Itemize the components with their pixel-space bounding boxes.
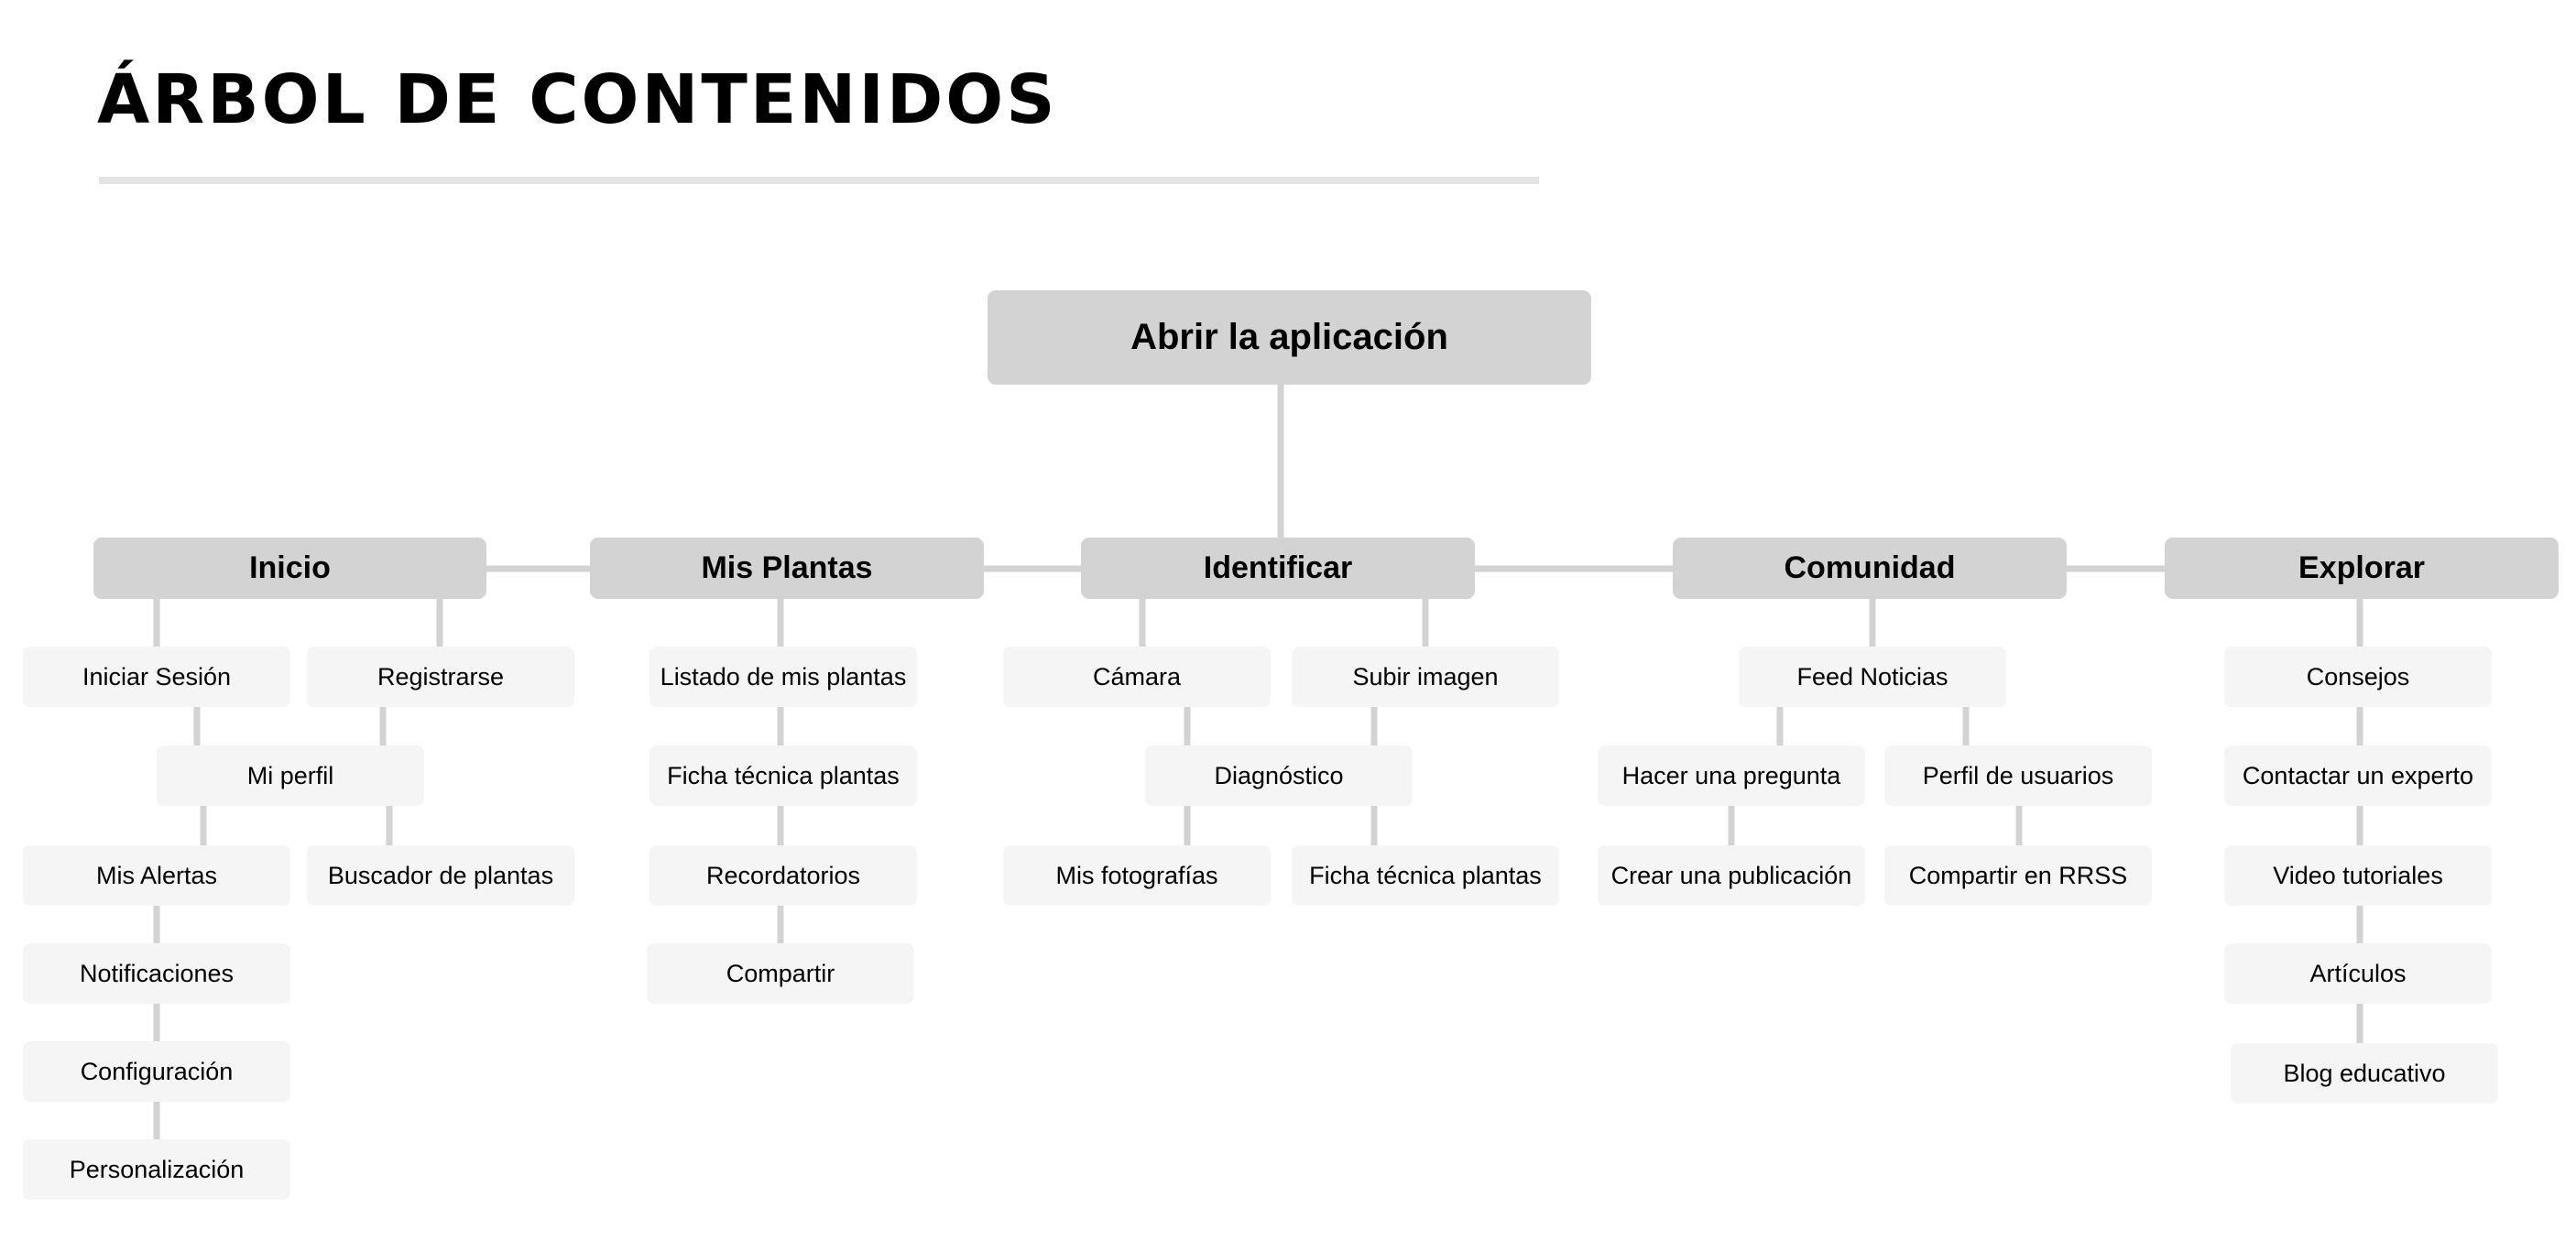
category-node-identificar: Identificar <box>1081 538 1475 599</box>
leaf-buscador-de-plantas: Buscador de plantas <box>307 845 574 906</box>
leaf-notificaciones: Notificaciones <box>23 943 290 1004</box>
leaf-compartir: Compartir <box>647 943 914 1004</box>
leaf-blog-educativo: Blog educativo <box>2231 1043 2498 1104</box>
leaf-mi-perfil: Mi perfil <box>157 745 424 806</box>
leaf-ficha-tecnica-plantas: Ficha técnica plantas <box>649 745 917 806</box>
leaf-contactar-un-experto: Contactar un experto <box>2224 745 2492 806</box>
leaf-articulos: Artículos <box>2224 943 2492 1004</box>
category-node-comunidad: Comunidad <box>1673 538 2067 599</box>
leaf-recordatorios: Recordatorios <box>649 845 917 906</box>
leaf-camara: Cámara <box>1003 647 1271 707</box>
leaf-iniciar-sesion: Iniciar Sesión <box>23 647 290 707</box>
leaf-ficha-tecnica-plantas-identificar: Ficha técnica plantas <box>1292 845 1559 906</box>
leaf-subir-imagen: Subir imagen <box>1292 647 1559 707</box>
leaf-hacer-una-pregunta: Hacer una pregunta <box>1598 745 1865 806</box>
root-node: Abrir la aplicación <box>988 290 1591 385</box>
leaf-listado-de-mis-plantas: Listado de mis plantas <box>649 647 917 707</box>
leaf-diagnostico: Diagnóstico <box>1145 745 1413 806</box>
leaf-mis-alertas: Mis Alertas <box>23 845 290 906</box>
leaf-video-tutoriales: Video tutoriales <box>2224 845 2492 906</box>
category-node-inicio: Inicio <box>93 538 486 599</box>
leaf-compartir-en-rrss: Compartir en RRSS <box>1884 845 2152 906</box>
category-node-explorar: Explorar <box>2165 538 2559 599</box>
page-title: ÁRBOL DE CONTENIDOS <box>97 60 1058 139</box>
leaf-personalizacion: Personalización <box>23 1139 290 1200</box>
leaf-mis-fotografias: Mis fotografías <box>1003 845 1271 906</box>
leaf-perfil-de-usuarios: Perfil de usuarios <box>1884 745 2152 806</box>
leaf-registrarse: Registrarse <box>307 647 574 707</box>
leaf-feed-noticias: Feed Noticias <box>1739 647 2006 707</box>
leaf-crear-una-publicacion: Crear una publicación <box>1598 845 1865 906</box>
leaf-consejos: Consejos <box>2224 647 2492 707</box>
category-node-mis-plantas: Mis Plantas <box>590 538 984 599</box>
leaf-configuracion: Configuración <box>23 1041 290 1102</box>
